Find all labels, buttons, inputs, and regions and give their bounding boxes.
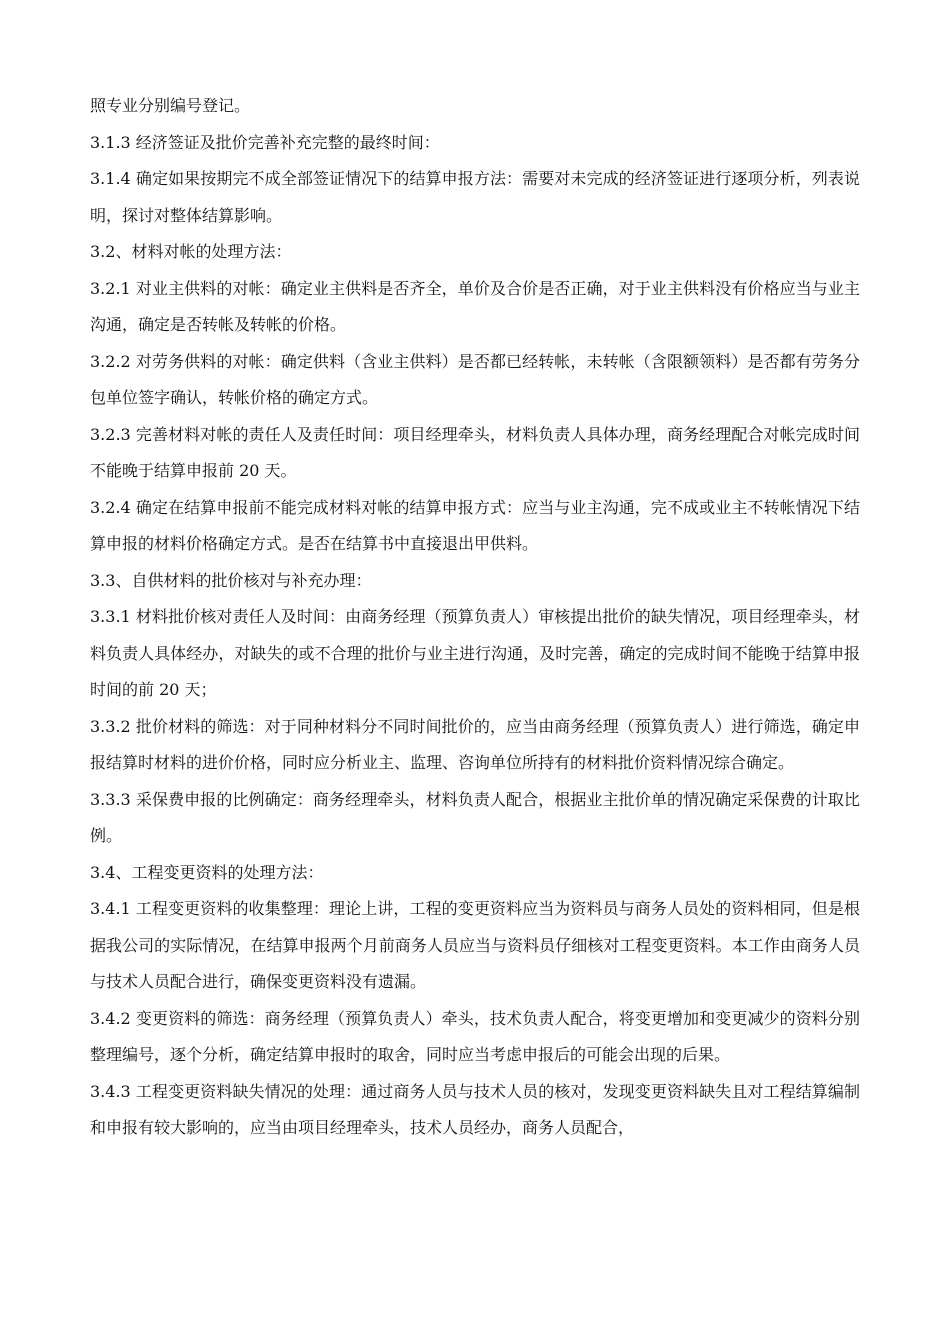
paragraph-3-3-1: 3.3.1 材料批价核对责任人及时间：由商务经理（预算负责人）审核提出批价的缺失情况，项目经理牵头，材料负责人具体经办，对缺失的或不合理的批价与业主进行沟通，及时完善，确定的完成时间不能晚于结算申报时间的前 20 天； <box>90 607 860 699</box>
paragraph-3-3-2: 3.3.2 批价材料的筛选：对于同种材料分不同时间批价的，应当由商务经理（预算负责人）进行筛选，确定申报结算时材料的进价价格，同时应分析业主、监理、咨询单位所持有的材料批价资料情况综合确定。 <box>90 716 860 772</box>
document-body <box>90 88 860 1147</box>
paragraph-3-2-3: 3.2.3 完善材料对帐的责任人及责任时间：项目经理牵头，材料负责人具体办理，商务经理配合对帐完成时间不能晚于结算申报前 20 天。 <box>90 424 860 480</box>
paragraph-3-1-4: 3.1.4 确定如果按期完不成全部签证情况下的结算申报方法：需要对未完成的经济签证进行逐项分析，列表说明，探讨对整体结算影响。 <box>90 169 860 225</box>
paragraph-continuation: 照专业分别编号登记。 <box>90 96 251 115</box>
paragraph-3-2-4: 3.2.4 确定在结算申报前不能完成材料对帐的结算申报方式：应当与业主沟通，完不成或业主不转帐情况下结算申报的材料价格确定方式。是否在结算书中直接退出甲供料。 <box>90 497 860 553</box>
paragraph-3-2-2: 3.2.2 对劳务供料的对帐：确定供料（含业主供料）是否都已经转帐，未转帐（含限额领料）是否都有劳务分包单位签字确认，转帐价格的确定方式。 <box>90 351 860 407</box>
section-heading-3-3: 3.3、自供材料的批价核对与补充办理： <box>90 570 372 590</box>
section-heading-3-2: 3.2、材料对帐的处理方法： <box>90 242 292 261</box>
section-heading-3-4: 3.4、工程变更资料的处理方法： <box>90 862 324 882</box>
paragraph-3-3-3: 3.3.3 采保费申报的比例确定：商务经理牵头，材料负责人配合，根据业主批价单的情况确定采保费的计取比例。 <box>90 789 860 845</box>
paragraph-3-1-3: 3.1.3 经济签证及批价完善补充完整的最终时间： <box>90 132 440 152</box>
paragraph-3-2-1: 3.2.1 对业主供料的对帐：确定业主供料是否齐全，单价及合价是否正确，对于业主供料没有价格应当与业主沟通，确定是否转帐及转帐的价格。 <box>90 278 860 334</box>
paragraph-3-4-1: 3.4.1 工程变更资料的收集整理：理论上讲，工程的变更资料应当为资料员与商务人员处的资料相同，但是根据我公司的实际情况，在结算申报两个月前商务人员应当与资料员仔细核对工程变更资料。本工作由商务人员与技术人员配合进行，确保变更资料没有遗漏。 <box>90 899 860 991</box>
paragraph-3-4-2: 3.4.2 变更资料的筛选：商务经理（预算负责人）牵头，技术负责人配合，将变更增加和变更减少的资料分别整理编号，逐个分析，确定结算申报时的取舍，同时应当考虑申报后的可能会出现的后果。 <box>90 1008 860 1064</box>
paragraph-3-4-3: 3.4.3 工程变更资料缺失情况的处理：通过商务人员与技术人员的核对，发现变更资料缺失且对工程结算编制和申报有较大影响的，应当由项目经理牵头，技术人员经办，商务人员配合， <box>90 1081 860 1137</box>
